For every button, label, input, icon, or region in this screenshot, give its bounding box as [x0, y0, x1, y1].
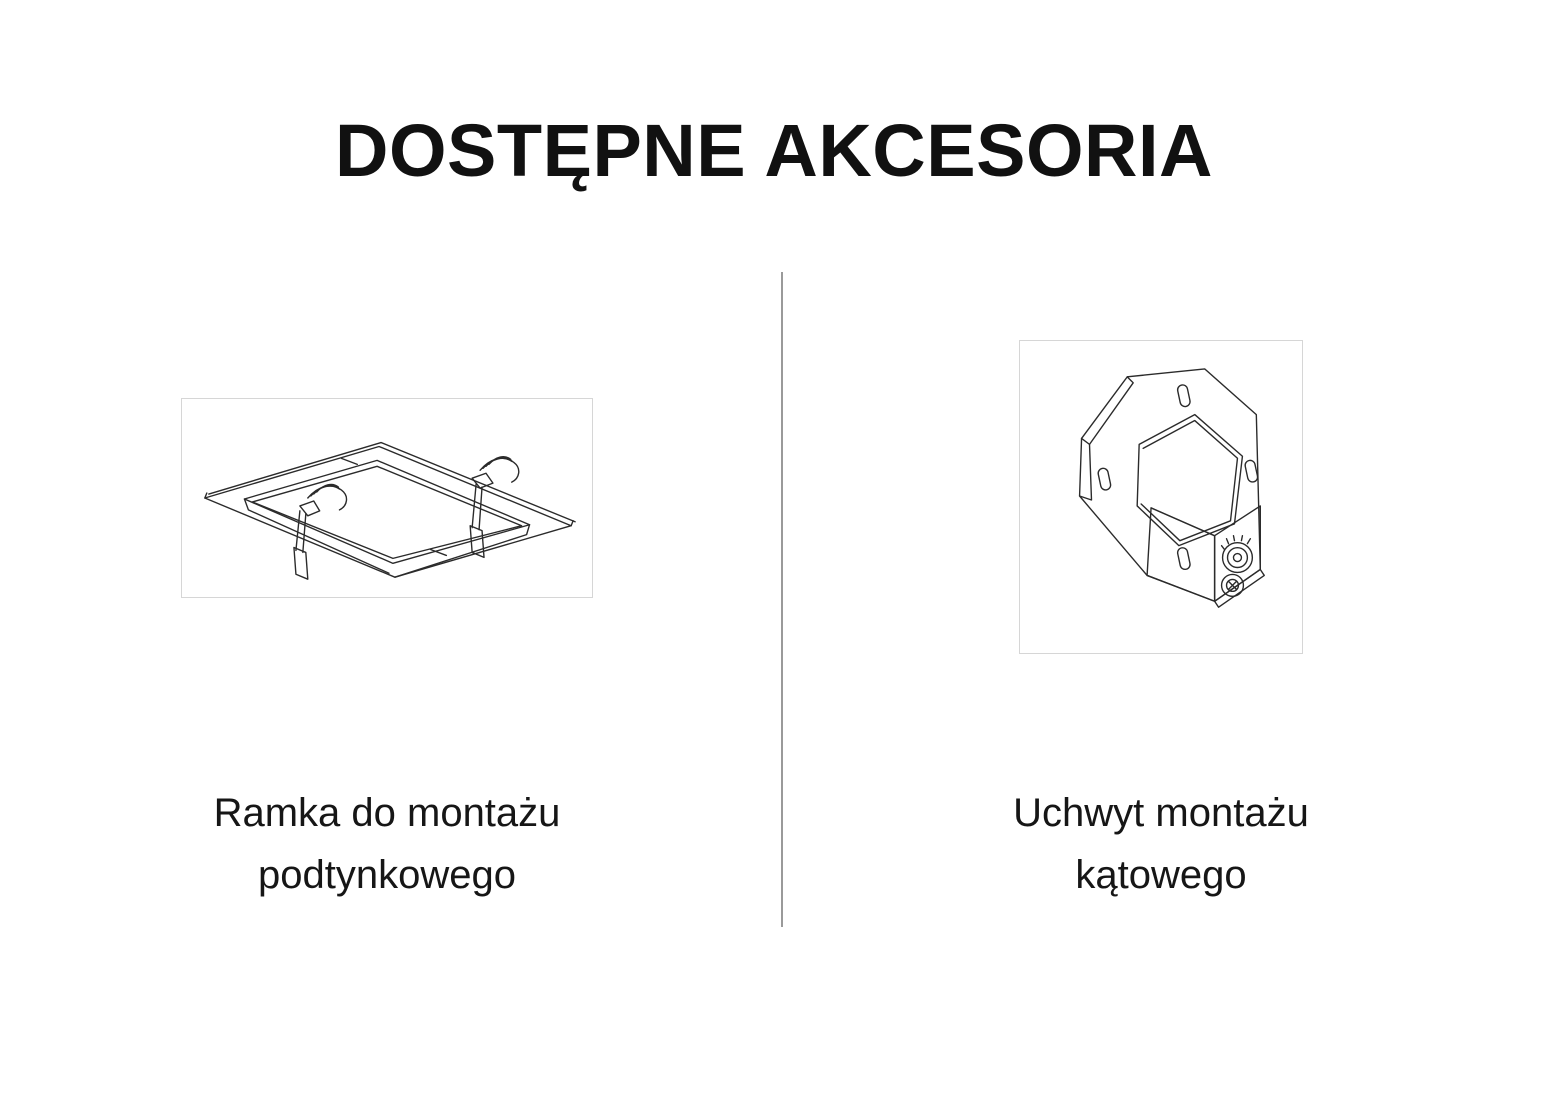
caption-line-2: podtynkowego — [258, 853, 516, 897]
caption-line-2: kątowego — [1075, 853, 1247, 897]
caption-line-1: Ramka do montażu — [213, 791, 561, 835]
accessories-columns — [0, 300, 1548, 940]
accessory-item-recessed-frame — [0, 300, 774, 940]
page-title: DOSTĘPNE AKCESORIA — [335, 108, 1213, 192]
accessory-caption-angle-bracket — [774, 782, 1548, 906]
caption-line-1: Uchwyt montażu — [1013, 791, 1309, 835]
accessory-item-angle-bracket — [774, 300, 1548, 940]
recessed-mounting-frame-drawing — [181, 398, 593, 598]
accessory-caption-recessed-frame — [0, 782, 774, 906]
angle-mounting-bracket-drawing — [1019, 340, 1303, 654]
